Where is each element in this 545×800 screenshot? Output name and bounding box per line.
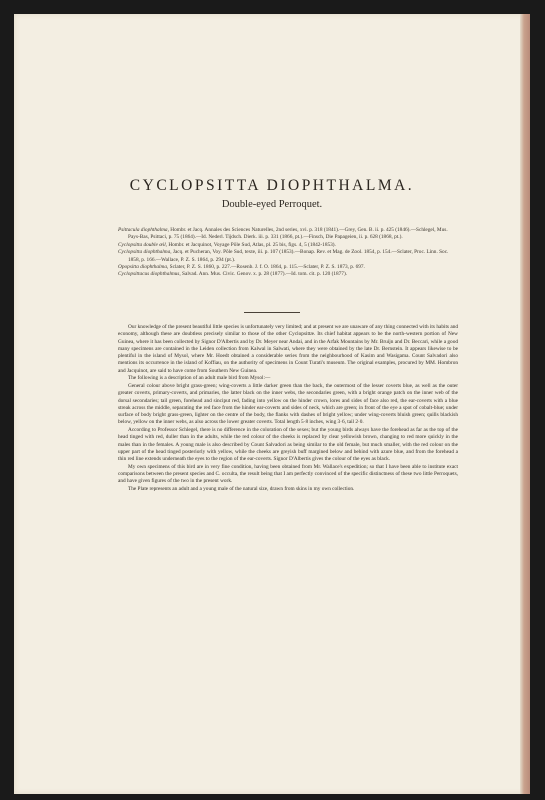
synonym-name: Cyclopsitta double œil, — [118, 241, 167, 248]
paragraph: According to Professor Schlegel, there is no difference in the coloration of the sexes; but the young birds always have the forehead as far as the top of the head tinged with red, duller than in the adults, while the red colour of the cheeks is replaced by clear yellowish brown, changing to red more quickly in the males than in the females. A young male is also described by Count Salvadori as being similar to the old female, but much smaller, with the red colour on the upper part of the head tinged posteriorly with yellow, while the cheeks are greyish buff margined below and behind with azure blue, and from the forehead a thin red line extends underneath the eyes to the region of the ear-coverts. Signor D'Albertis gives the colour of the eyes as black. — [118, 427, 458, 462]
synonym-name: Cyclopsitta diophthalma, — [118, 249, 172, 256]
common-name-subtitle: Double-eyed Perroquet. — [221, 199, 323, 210]
species-title: CYCLOPSITTA DIOPHTHALMA. — [129, 177, 415, 194]
paragraph: General colour above bright grass-green; wing-coverts a little darker green than the back, the outermost of the lesser coverts blue, as well as the outer greater coverts, primary-coverts, and primaries, the latter black on the inner webs, the secondaries green, with a bright orange patch on the inner web of the dorsal secondaries; tail green, forehead and sinciput red, fading into yellow on the hinder crown, lores and sides of face also red, the ear-coverts with a blue streak across the middle, separating the red face from the hinder ear-coverts and sides of neck, which are green; in front of the eye a spot of cobalt-blue; under surface of body bright grass-green, lighter on the centre of the body, the flanks with dashes of bright yellow; under wing-coverts bluish green; quills blackish below, yellow on the inner webs, as also across the lower greater coverts. Total length 5·8 inches, wing 3·6, tail 2·0. — [118, 383, 458, 426]
synonym-citation: Jacq. et Pucheran, Voy. Pôle Sud, texte, iii. p. 107 (1853).—Bonap. Rev. et Mag. de Zool. 1854, p. 154.—Sclater, Proc. Linn. Soc. 1858, p. 166.—Wallace, P. Z. S. 1864, p. 294 (pt.). — [128, 249, 449, 263]
paragraph: Our knowledge of the present beautiful little species is unfortunately very limited; and at present we are unaware of any thing connected with its habits and economy, although these are doubtless precisely similar to those of the other Cyclopsittæ. Its chief habitat appears to be the north-western portion of New Guinea, where it has been collected by Signor D'Albertis and by Dr. Meyer near Andai, and in the Arfak Mountains by Mr. Bruijn and Dr. Beccari, while a good many specimens are contained in the Leiden collection from Kalwal in Salwati, where they were obtained by the late Dr. Bernstein. It appears likewise to be plentiful in the island of Mysol, where Mr. Hoedt obtained a considerable series from the neighbourhood of Kasim and Wasigama. Count Salvadori also mentions its occurrence in the island of Koffiau, on the authority of specimens in Count Turati's museum. The original examples, procured by MM. Hombron and Jacquinot, are said to have come from Southern New Guinea. — [118, 324, 458, 374]
paragraph: The Plate represents an adult and a young male of the natural size, drawn from skins in my own collection. — [128, 486, 355, 492]
synonym-name: Cyclopsittacus diophthalmus, — [118, 271, 181, 278]
synonym-citation: Sclater, P. Z. S. 1860, p. 227.—Rosenb. J. f. O. 1864, p. 115.—Sclater, P. Z. S. 1873, p. 697. — [169, 264, 365, 271]
book-page — [14, 14, 530, 794]
body-text — [118, 324, 458, 494]
synonym-citation: Hombr. et Jacq. Annales des Sciences Naturelles, 2nd series, xvi. p. 318 (1841).—Grey, Gen. B. ii. p. 425 (1846).—Schlegel, Mus. Pays-Bas, Psittaci, p. 75 (1864).—Id. Nederl. Tijdsch. Dierk. iii. p. 331 (1866, pt.).—Finsch, Die Papageien, ii. p. 628 (1868, pt.). — [128, 227, 448, 241]
synonym-entry — [118, 227, 458, 242]
paragraph: My own specimens of this bird are in very fine condition, having been obtained from Mr. Wallace's expedition; so that I have been able to institute exact comparisons between the present species and C. occulta, the result being that I am perfectly convinced of the specific distinctness of these two little Perroquets, and have given figures of the two in the present work. — [118, 463, 458, 485]
paragraph: The following is a description of an adult male bird from Mysol:— — [128, 375, 271, 382]
synonym-citation: Salvad. Ann. Mus. Civic. Genov. x. p. 28 (1877).—Id. tom. cit. p. 120 (1877). — [182, 271, 348, 278]
section-divider — [244, 312, 300, 313]
synonym-citation: Hombr. et Jacquinot, Voyage Pôle Sud, Atlas, pl. 25 bis, figs. 4, 5 (1842-1853). — [168, 241, 336, 248]
synonym-entry — [118, 271, 458, 278]
synonym-entry — [118, 249, 458, 264]
synonym-name: Opopsitta diophthalma, — [118, 264, 169, 271]
synonym-name: Psittacula diophthalma, — [118, 227, 169, 233]
page-binding-edge — [520, 14, 530, 794]
synonymy-list — [118, 227, 458, 279]
